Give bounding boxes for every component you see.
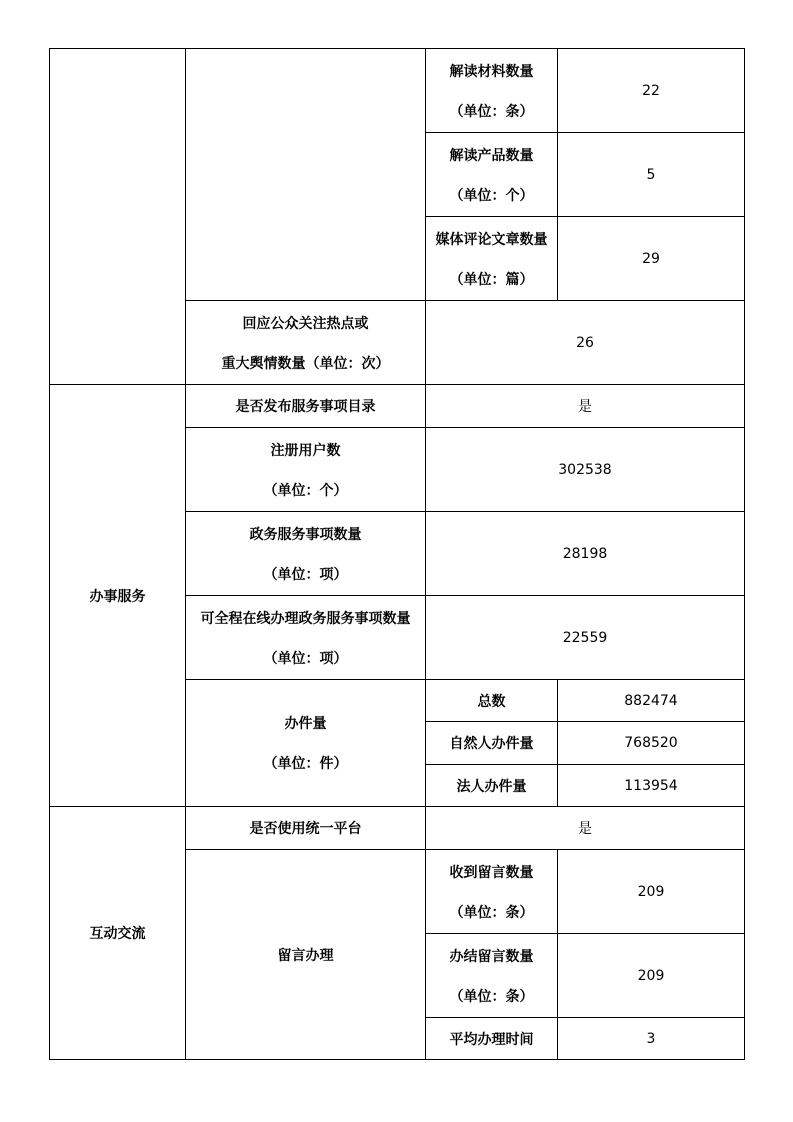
section-cell-empty bbox=[50, 49, 186, 385]
huiying-value: 26 bbox=[426, 301, 745, 385]
received-label: 收到留言数量 （单位：条） bbox=[426, 850, 558, 934]
jiedu-chanpin-value: 5 bbox=[558, 133, 745, 217]
items-label: 政务服务事项数量 （单位：项） bbox=[186, 512, 426, 596]
platform-value: 是 bbox=[426, 807, 745, 850]
users-value: 302538 bbox=[426, 428, 745, 512]
received-value: 209 bbox=[558, 850, 745, 934]
meiti-pinglun-label: 媒体评论文章数量 （单位：篇） bbox=[426, 217, 558, 301]
platform-label: 是否使用统一平台 bbox=[186, 807, 426, 850]
table-row bbox=[50, 807, 745, 850]
volume-label: 办件量 （单位：件） bbox=[186, 680, 426, 807]
section-banshi-fuwu: 办事服务 bbox=[50, 385, 186, 807]
jiedu-chanpin-label: 解读产品数量 （单位：个） bbox=[426, 133, 558, 217]
volume-total-value: 882474 bbox=[558, 680, 745, 722]
online-items-label: 可全程在线办理政务服务事项数量 （单位：项） bbox=[186, 596, 426, 680]
volume-legal-label: 法人办件量 bbox=[426, 765, 558, 807]
section-hudong-jiaoliu: 互动交流 bbox=[50, 807, 186, 1060]
table-row bbox=[50, 49, 745, 133]
data-table bbox=[49, 48, 745, 1060]
avg-time-value: 3 bbox=[558, 1018, 745, 1060]
volume-natural-label: 自然人办件量 bbox=[426, 722, 558, 765]
message-label: 留言办理 bbox=[186, 850, 426, 1060]
completed-value: 209 bbox=[558, 934, 745, 1018]
huiying-label: 回应公众关注热点或 重大舆情数量（单位：次） bbox=[186, 301, 426, 385]
catalog-value: 是 bbox=[426, 385, 745, 428]
online-items-value: 22559 bbox=[426, 596, 745, 680]
volume-total-label: 总数 bbox=[426, 680, 558, 722]
subsection-cell-empty bbox=[186, 49, 426, 301]
meiti-pinglun-value: 29 bbox=[558, 217, 745, 301]
users-label: 注册用户数 （单位：个） bbox=[186, 428, 426, 512]
jiedu-cailiao-label: 解读材料数量 （单位：条） bbox=[426, 49, 558, 133]
table-row bbox=[50, 385, 745, 428]
items-value: 28198 bbox=[426, 512, 745, 596]
completed-label: 办结留言数量 （单位：条） bbox=[426, 934, 558, 1018]
volume-natural-value: 768520 bbox=[558, 722, 745, 765]
jiedu-cailiao-value: 22 bbox=[558, 49, 745, 133]
volume-legal-value: 113954 bbox=[558, 765, 745, 807]
catalog-label: 是否发布服务事项目录 bbox=[186, 385, 426, 428]
avg-time-label: 平均办理时间 bbox=[426, 1018, 558, 1060]
